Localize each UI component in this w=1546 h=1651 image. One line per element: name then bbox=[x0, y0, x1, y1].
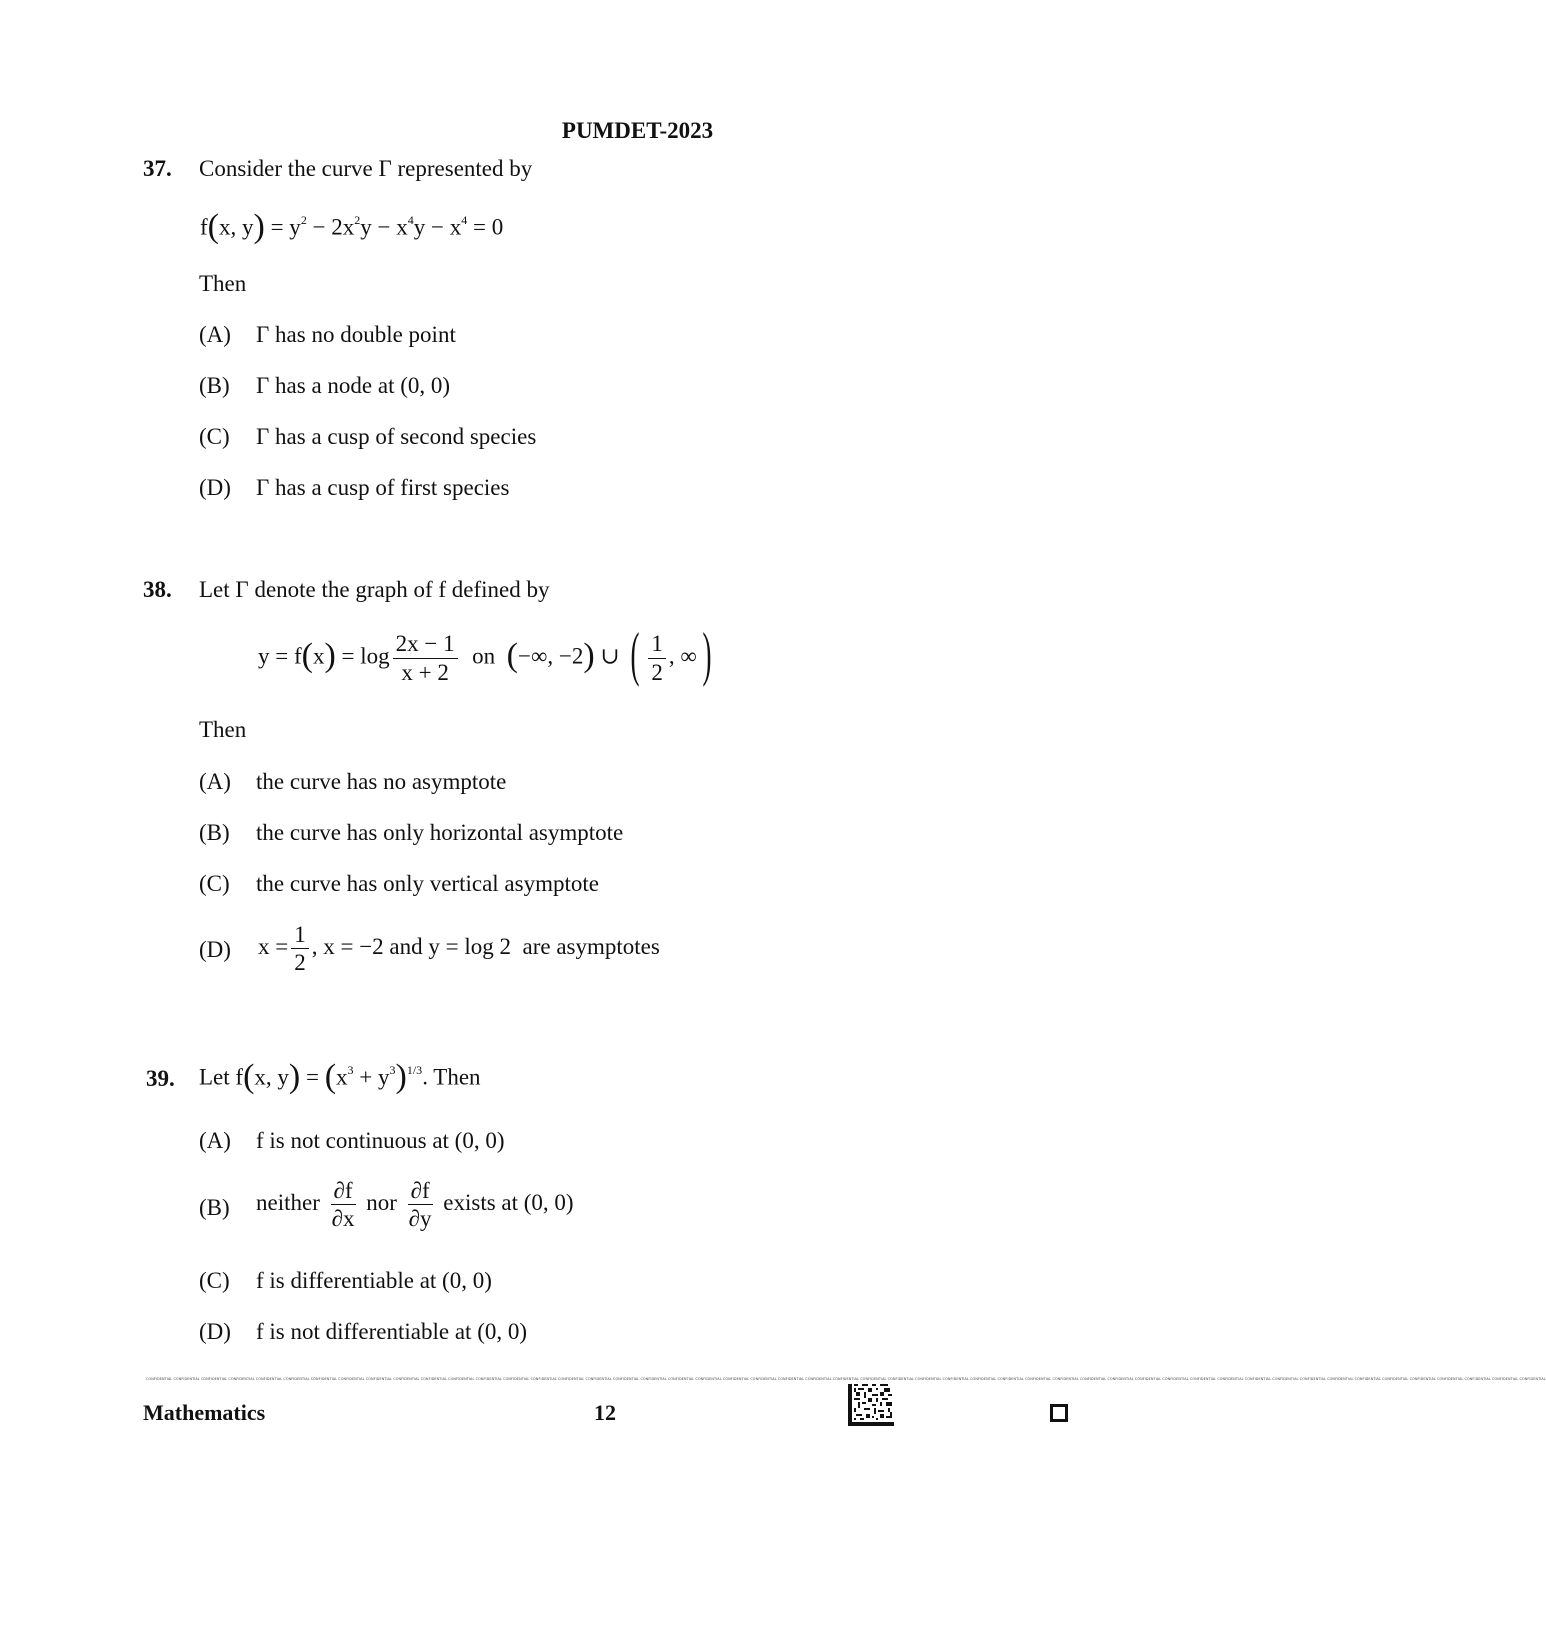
q37-option-a-text: Γ has no double point bbox=[256, 322, 456, 347]
question-38-stem: Let Γ denote the graph of f defined by bbox=[199, 577, 550, 602]
question-37-equation: f(x, $y) = y^2 - 2x^2y - x^4y - x^4 = 0$ bbox=[200, 208, 504, 245]
question-39-stem: Let f(x, $y) = (x^3 + y^3)^{1/3}$. Then bbox=[199, 1058, 481, 1095]
q39-option-a-label[interactable]: (A) bbox=[199, 1128, 231, 1153]
q39-option-c-label[interactable]: (C) bbox=[199, 1268, 230, 1293]
q38-option-b-label[interactable]: (B) bbox=[199, 820, 230, 845]
confidential-watermark-line: CONFIDENTIAL CONFIDENTIAL CONFIDENTIAL CONFIDENTIAL CONFIDENTIAL CONFIDENTIAL CONFIDENTIAL CONFIDENTIAL CONFIDENTIAL CONFIDENTIAL CONFIDENTIAL CONFIDENTIAL CONFIDENTIAL CONFIDENTIAL CONFIDENTIAL CONFIDENTIAL CONFIDENTIAL CONFIDENTIAL CONFIDENTIAL CONFIDENTIAL CONFIDENTIAL CONFIDENTIAL CONFIDENTIAL CONFIDENTIAL CONFIDENTIAL CONFIDENTIAL CONFIDENTIAL CONFIDENTIAL CONFIDENTIAL CONFIDENTIAL CONFIDENTIAL CONFIDENTIAL CONFIDENTIAL CONFIDENTIAL CONFIDENTIAL CONFIDENTIAL CONFIDENTIAL CONFIDENTIAL CONFIDENTIAL CONFIDENTIAL CONFIDENTIAL CONFIDENTIAL CONFIDENTIAL CONFIDENTIAL CONFIDENTIAL CONFIDENTIAL CONFIDENTIAL CONFIDENTIAL CONFIDENTIAL CONFIDENTIAL CONFIDENTIAL bbox=[146, 1377, 1546, 1381]
q37-option-d-label[interactable]: (D) bbox=[199, 475, 231, 500]
q38-option-c-text: the curve has only vertical asymptote bbox=[256, 871, 599, 896]
q38-option-b-text: the curve has only horizontal asymptote bbox=[256, 820, 624, 845]
q39-option-b-text: neither $\frac{\partial f}{\partial x}$ nor $\frac{\partial f}{\partial y}$ exists at (0, 0) bbox=[256, 1178, 574, 1232]
footer-subject: Mathematics bbox=[143, 1400, 266, 1425]
q37-option-a-label[interactable]: (A) bbox=[199, 322, 231, 347]
q37-option-c-text: Γ has a cusp of second species bbox=[256, 424, 537, 449]
q39-option-c-text: f is differentiable at (0, 0) bbox=[256, 1268, 492, 1293]
q38-option-d-label[interactable]: (D) bbox=[199, 937, 231, 962]
q39-option-a-text: f is not continuous at (0, 0) bbox=[256, 1128, 505, 1153]
q37-option-d-text: Γ has a cusp of first species bbox=[256, 475, 510, 500]
question-37-then: Then bbox=[199, 271, 247, 296]
q39-option-b-label[interactable]: (B) bbox=[199, 1195, 230, 1220]
q38-option-c-label[interactable]: (C) bbox=[199, 871, 230, 896]
question-37-stem: Consider the curve Γ represented by bbox=[199, 156, 533, 181]
qr-code-icon bbox=[848, 1384, 894, 1426]
q39-option-d-text: f is not differentiable at (0, 0) bbox=[256, 1319, 528, 1344]
q38-option-a-text: the curve has no asymptote bbox=[256, 769, 507, 794]
question-38-then: Then bbox=[199, 717, 247, 742]
q39-option-d-label[interactable]: (D) bbox=[199, 1319, 231, 1344]
footer-page-number: 12 bbox=[594, 1400, 616, 1425]
question-37-number: 37. bbox=[143, 156, 172, 181]
q37-option-b-label[interactable]: (B) bbox=[199, 373, 230, 398]
q37-option-b-text: Γ has a node at (0, 0) bbox=[256, 373, 451, 398]
page-header: PUMDET-2023 bbox=[561, 118, 714, 143]
question-38-number: 38. bbox=[143, 577, 172, 602]
q38-option-d-text: x = $\frac{1}{2}$ , x = −2 and y = log 2 are asymptotes bbox=[258, 922, 660, 976]
question-38-equation: y = f(x) = log $\frac{2x - 1}{x + 2}$ on (−∞, −2) ∪ ( $\frac{1}{2}$ , ∞) bbox=[258, 621, 712, 687]
q38-option-a-label[interactable]: (A) bbox=[199, 769, 231, 794]
square-marker-icon bbox=[1050, 1404, 1068, 1422]
question-39-number: 39. bbox=[146, 1066, 175, 1091]
q37-option-c-label[interactable]: (C) bbox=[199, 424, 230, 449]
